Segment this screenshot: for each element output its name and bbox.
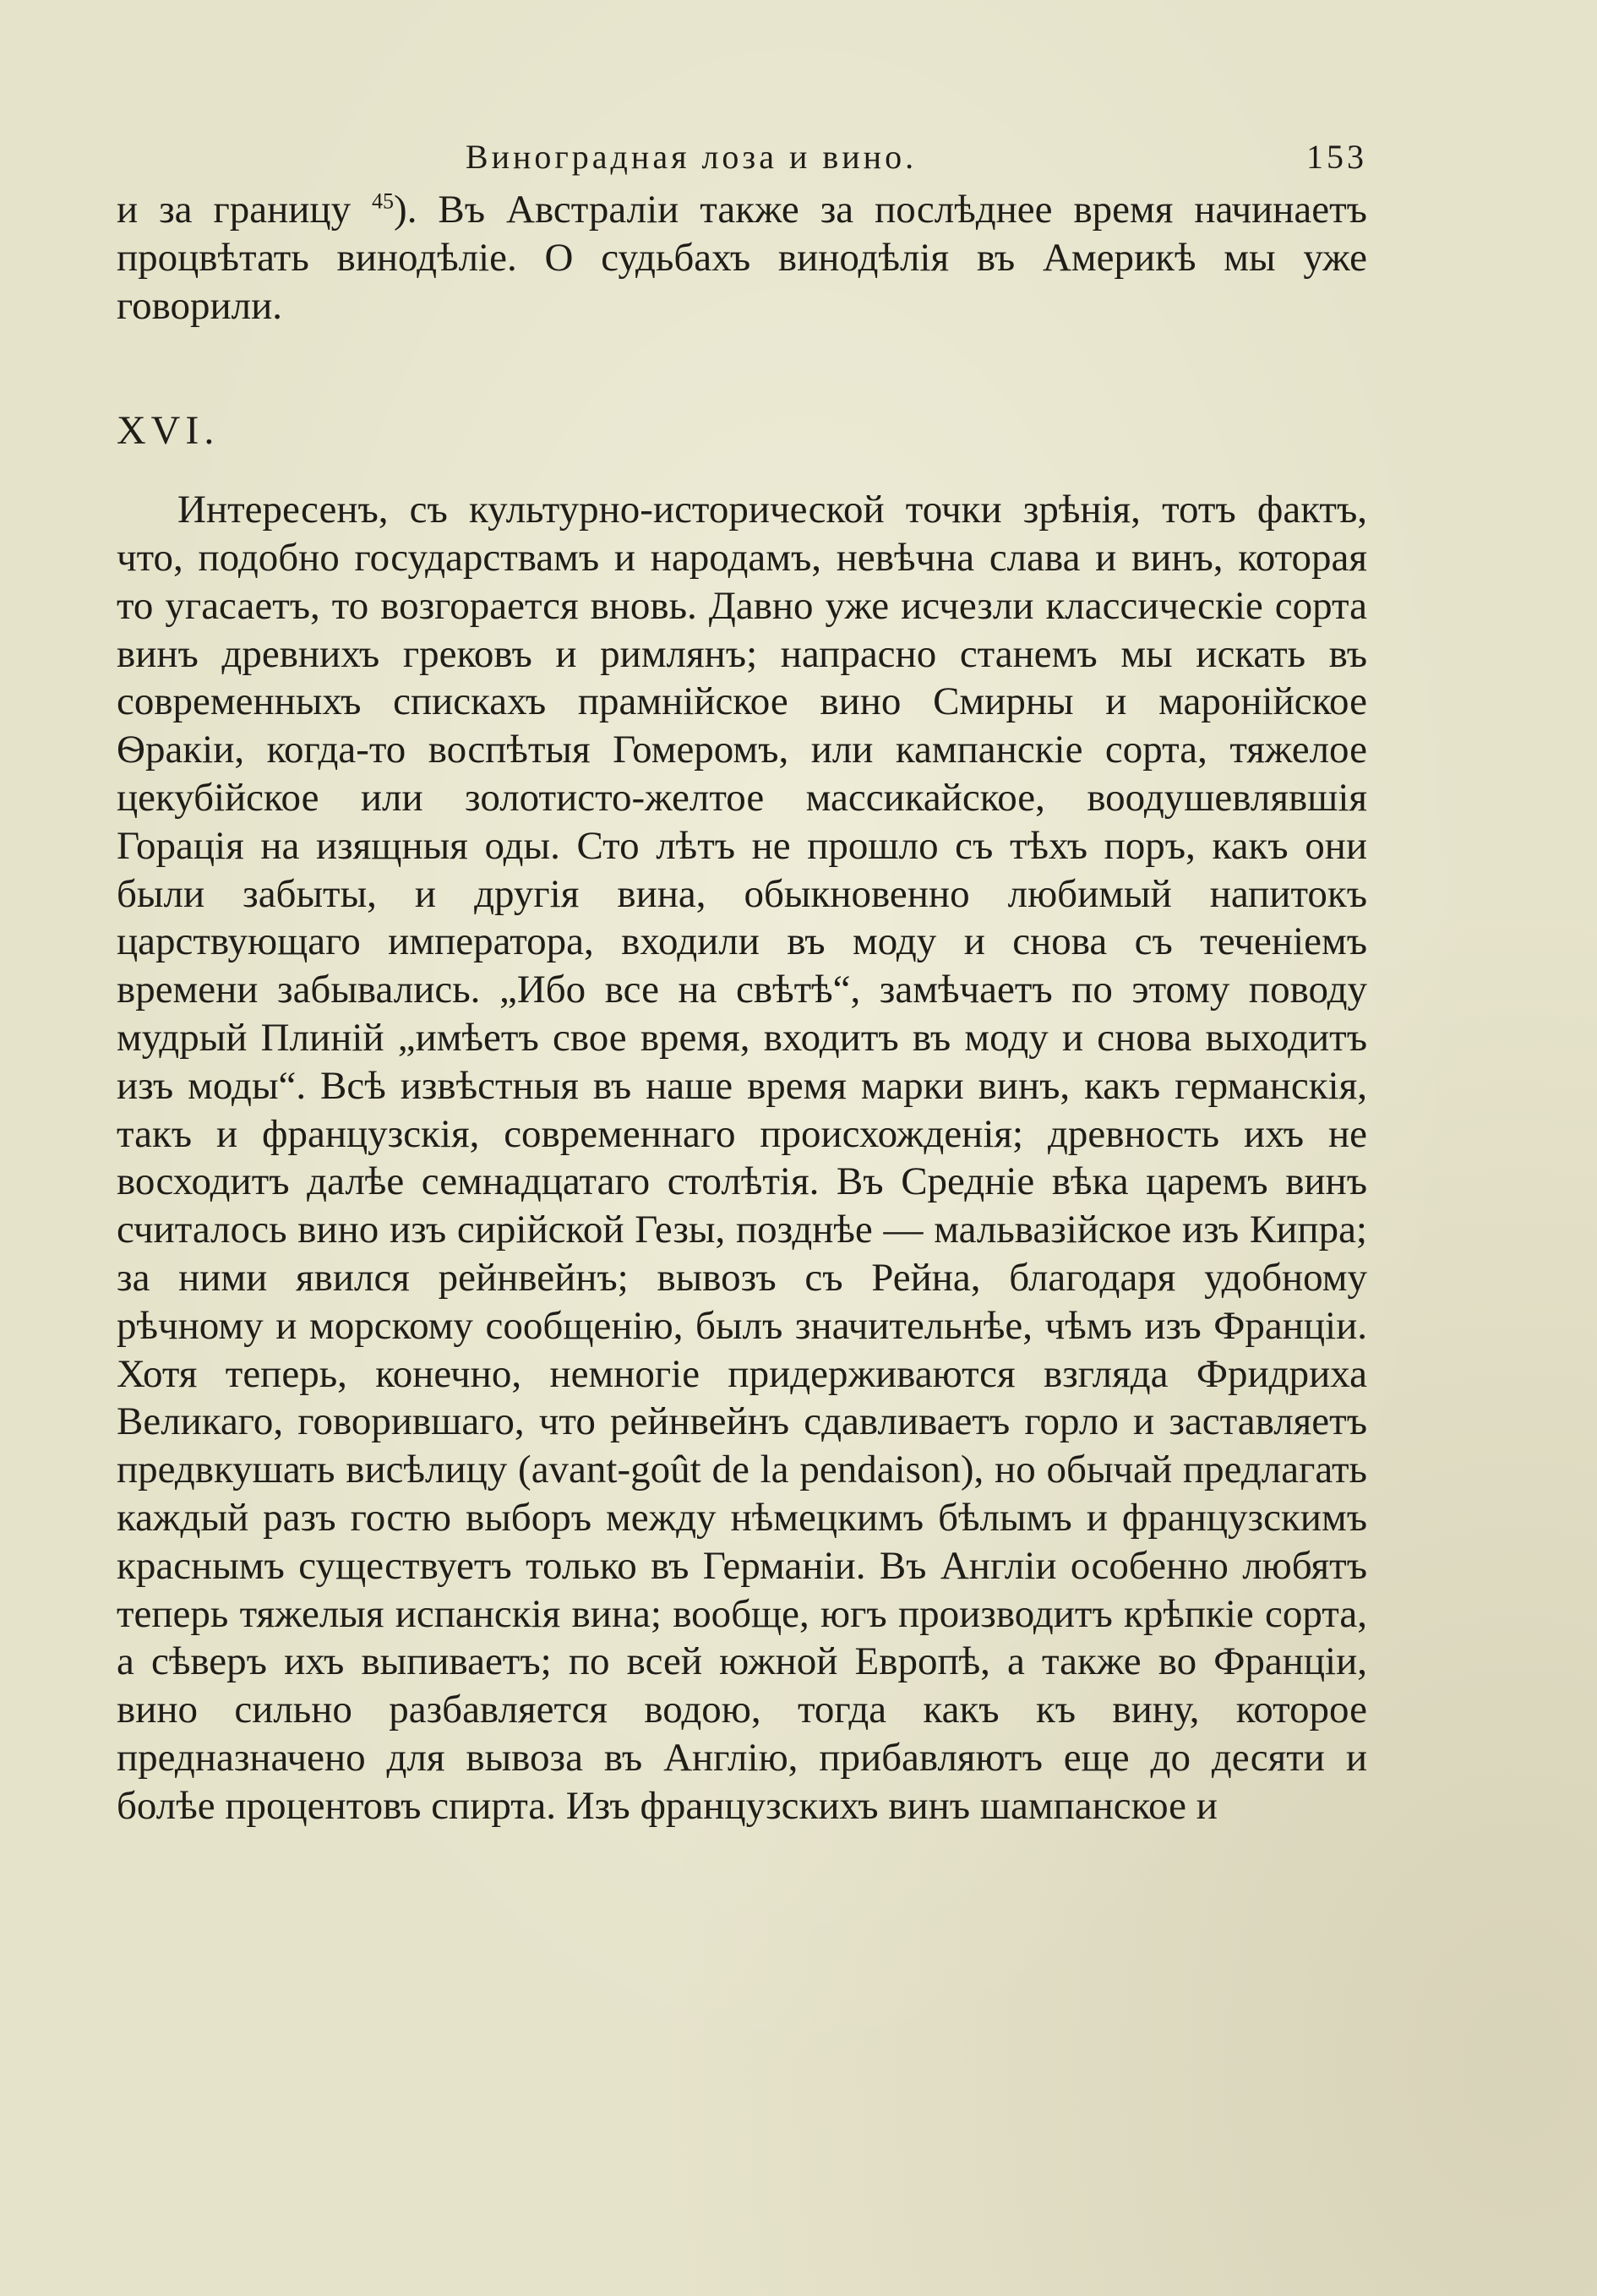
continuation-text-end: ). Въ Австраліи также за послѣднее время начинаетъ процвѣтать винодѣліе. О судьбахъ винодѣлія въ Америкѣ мы уже говорили. bbox=[117, 188, 1367, 328]
book-page bbox=[117, 127, 1367, 1830]
page-number: 153 bbox=[1306, 138, 1367, 176]
continuation-paragraph bbox=[117, 186, 1367, 330]
running-head bbox=[117, 127, 1367, 186]
footnote-reference: 45 bbox=[372, 188, 395, 214]
body-text bbox=[117, 186, 1367, 1830]
running-title: Виноградная лоза и вино. bbox=[465, 138, 918, 176]
paragraph: Интересенъ, съ культурно-исторической точки зрѣнія, тотъ фактъ, что, подобно государствамъ и народамъ, невѣчна слава и винъ, которая то угасаетъ, то возгорается вновь. Давно уже исчезли классическіе сорта винъ древнихъ грековъ и римлянъ; напрасно станемъ мы искать въ современныхъ спискахъ прамнійское вино Смирны и маронійское Ѳракіи, когда-то воспѣтыя Гомеромъ, или кампанскіе сорта, тяжелое цекубійское или золотисто-желтое массикайское, воодушевлявшія Горація на изящныя оды. Сто лѣтъ не прошло съ тѣхъ поръ, какъ они были забыты, и другія вина, обыкновенно любимый напитокъ царствующаго императора, входили въ моду и снова съ теченіемъ времени забывались. „Ибо все на свѣтѣ“, замѣчаетъ по этому поводу мудрый Плиній „имѣетъ свое время, входитъ въ моду и снова выходитъ изъ моды“. Всѣ извѣстныя въ наше время марки винъ, какъ германскія, такъ и французскія, современнаго происхожденія; древность ихъ не восходитъ далѣе семнадцатаго столѣтія. Въ Средніе вѣка царемъ винъ считалось вино изъ сирійской Гезы, позднѣе — мальвазійское изъ Кипра; за ними явился рейнвейнъ; вывозъ съ Рейна, благодаря удобному рѣчному и морскому сообщенію, былъ значительнѣе, чѣмъ изъ Франціи. Хотя теперь, конечно, немногіе придерживаются взгляда Фридриха Великаго, говорившаго, что рейнвейнъ сдавливаетъ горло и заставляетъ предвкушать висѣлицу (avant-goût de la pendaison), но обычай предлагать каждый разъ гостю выборъ между нѣмецкимъ бѣлымъ и французскимъ краснымъ существуетъ только въ Германіи. Въ Англіи особенно любятъ теперь тяжелыя испанскія вина; вообще, югъ производитъ крѣпкіе сорта, а сѣверъ ихъ выпиваетъ; по всей южной Европѣ, а также во Франціи, вино сильно разбавляется водою, тогда какъ къ вину, которое предназначено для вывоза въ Англію, прибавляютъ еще до десяти и болѣе процентовъ спирта. Изъ французскихъ винъ шампанское и bbox=[117, 488, 1367, 1828]
continuation-text-start: и за границу bbox=[117, 188, 373, 232]
section-heading: XVI. bbox=[117, 408, 220, 454]
